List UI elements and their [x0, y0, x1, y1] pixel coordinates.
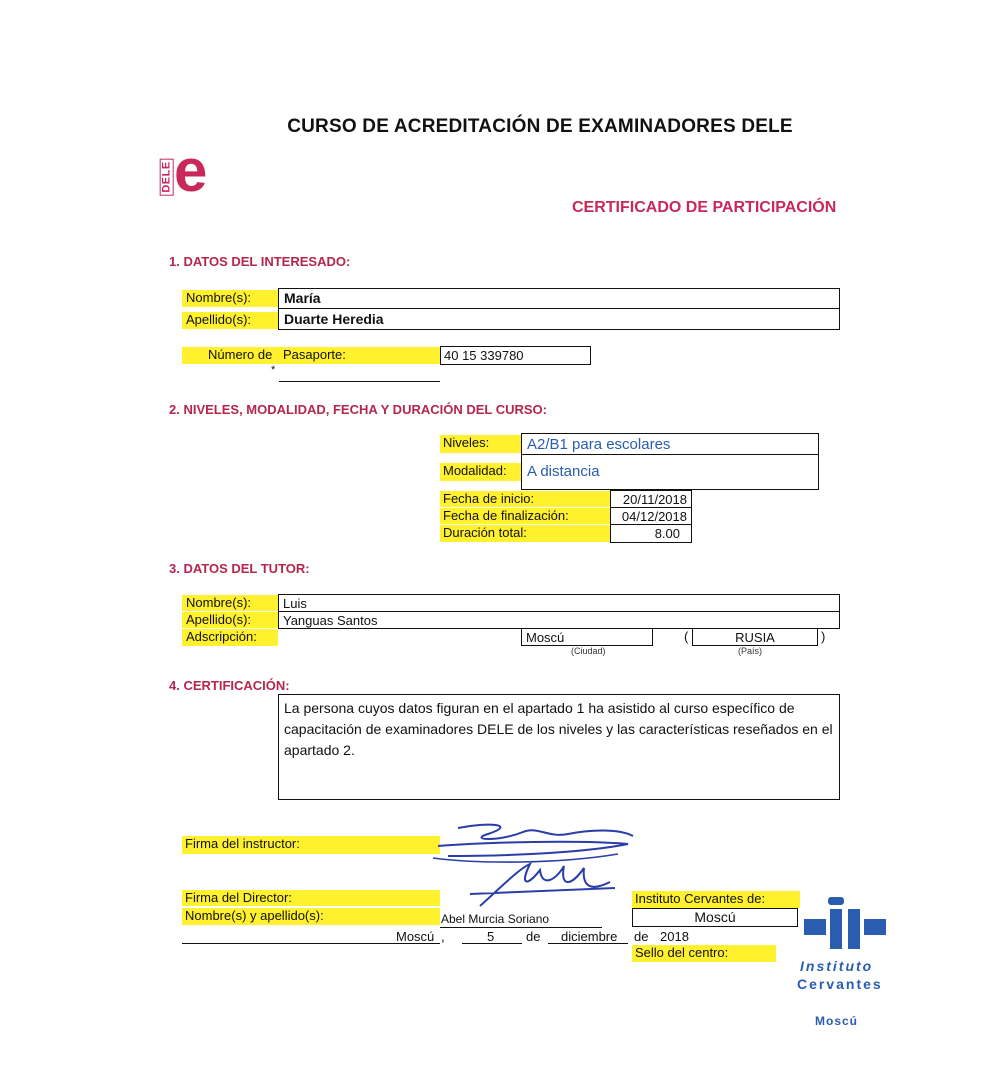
fecha-fin-label: Fecha de finalización: — [440, 508, 610, 524]
apellido-label: Apellido(s): — [182, 312, 278, 329]
fecha-inicio-value: 20/11/2018 — [622, 492, 687, 507]
ciudad-value: Moscú — [526, 630, 565, 645]
stamp-line-2: Cervantes — [797, 976, 883, 992]
certificate-subtitle: CERTIFICADO DE PARTICIPACIÓN — [572, 199, 837, 216]
dele-logo-text: DELE — [160, 158, 174, 195]
instituto-value: Moscú — [694, 909, 736, 925]
adscripcion-label: Adscripción: — [182, 629, 278, 646]
tutor-nombre-value: Luis — [283, 596, 307, 611]
niveles-label: Niveles: — [440, 435, 521, 453]
section-1-heading: 1. DATOS DEL INTERESADO: — [169, 254, 351, 269]
date-day-underline — [462, 943, 522, 944]
tutor-nombre-field — [278, 594, 840, 612]
sello-label: Sello del centro: — [632, 945, 776, 962]
date-day: 5 — [487, 929, 495, 944]
fecha-inicio-label: Fecha de inicio: — [440, 491, 610, 507]
duracion-value: 8.00 — [654, 526, 680, 541]
pais-paren-open: ( — [684, 629, 689, 644]
modalidad-value: A distancia — [527, 463, 600, 480]
niveles-field — [521, 433, 819, 455]
director-name-value: Abel Murcia Soriano — [441, 912, 550, 926]
pais-caption: (País) — [738, 646, 763, 656]
certification-text: La persona cuyos datos figuran en el apartado 1 ha asistido al curso específico de capacitación de examinadores DELE de los niveles y las características reseñados en el apartado 2. — [284, 700, 833, 758]
ciudad-field — [521, 628, 653, 646]
duracion-field — [610, 524, 692, 543]
certification-box — [278, 694, 840, 800]
stamp-line-1: Instituto — [800, 958, 874, 974]
date-month: diciembre — [561, 929, 618, 944]
apellido-field — [278, 308, 840, 330]
nombre-label: Nombre(s): — [182, 290, 278, 307]
pais-field — [692, 628, 818, 646]
date-month-underline — [548, 943, 628, 944]
fecha-fin-field — [610, 507, 692, 525]
modalidad-label: Modalidad: — [440, 463, 521, 481]
pasaporte-underline — [279, 381, 440, 382]
pasaporte-label-a: Número de — [208, 347, 273, 362]
tutor-apellido-label: Apellido(s): — [182, 612, 278, 628]
duracion-label: Duración total: — [440, 525, 610, 542]
director-signature-label: Firma del Director: — [182, 890, 440, 906]
date-comma: , — [441, 929, 445, 944]
date-year: 2018 — [660, 929, 689, 944]
instituto-label: Instituto Cervantes de: — [632, 891, 800, 908]
date-de-1: de — [526, 929, 541, 944]
cervantes-stamp-logo — [802, 895, 890, 955]
fecha-inicio-field — [610, 490, 692, 508]
instituto-field — [632, 908, 798, 927]
section-4-heading: 4. CERTIFICACIÓN: — [169, 678, 290, 693]
modalidad-field — [521, 454, 819, 490]
section-2-heading: 2. NIVELES, MODALIDAD, FECHA Y DURACIÓN DEL CURSO: — [169, 402, 547, 417]
document-title: CURSO DE ACREDITACIÓN DE EXAMINADORES DELE — [287, 116, 793, 137]
tutor-nombre-label: Nombre(s): — [182, 595, 278, 611]
director-name-label: Nombre(s) y apellido(s): — [182, 908, 440, 925]
pais-paren-close: ) — [821, 629, 826, 644]
date-city: Moscú — [396, 929, 435, 944]
pasaporte-value: 40 15 339780 — [444, 348, 524, 363]
tutor-apellido-value: Yanguas Santos — [283, 613, 378, 628]
date-de-2: de — [634, 929, 649, 944]
stamp-line-3: Moscú — [815, 1014, 859, 1028]
asterisk-mark: * — [271, 364, 276, 376]
nombre-value: María — [284, 290, 321, 306]
pasaporte-field — [440, 346, 591, 365]
fecha-fin-value: 04/12/2018 — [621, 509, 687, 524]
director-name-underline — [440, 927, 602, 928]
pais-value: RUSIA — [735, 630, 775, 645]
director-signature — [460, 858, 620, 910]
nombre-field — [278, 288, 840, 309]
niveles-value: A2/B1 para escolares — [527, 436, 671, 453]
pasaporte-label — [182, 347, 440, 364]
tutor-apellido-field — [278, 611, 840, 629]
instructor-signature-label: Firma del instructor: — [182, 836, 440, 854]
pasaporte-label-b: Pasaporte: — [283, 347, 346, 362]
apellido-value: Duarte Heredia — [284, 311, 384, 327]
ciudad-caption: (Ciudad) — [571, 646, 606, 656]
section-3-heading: 3. DATOS DEL TUTOR: — [169, 561, 310, 576]
dele-logo-letter: e — [174, 137, 208, 204]
dele-logo — [158, 137, 222, 204]
